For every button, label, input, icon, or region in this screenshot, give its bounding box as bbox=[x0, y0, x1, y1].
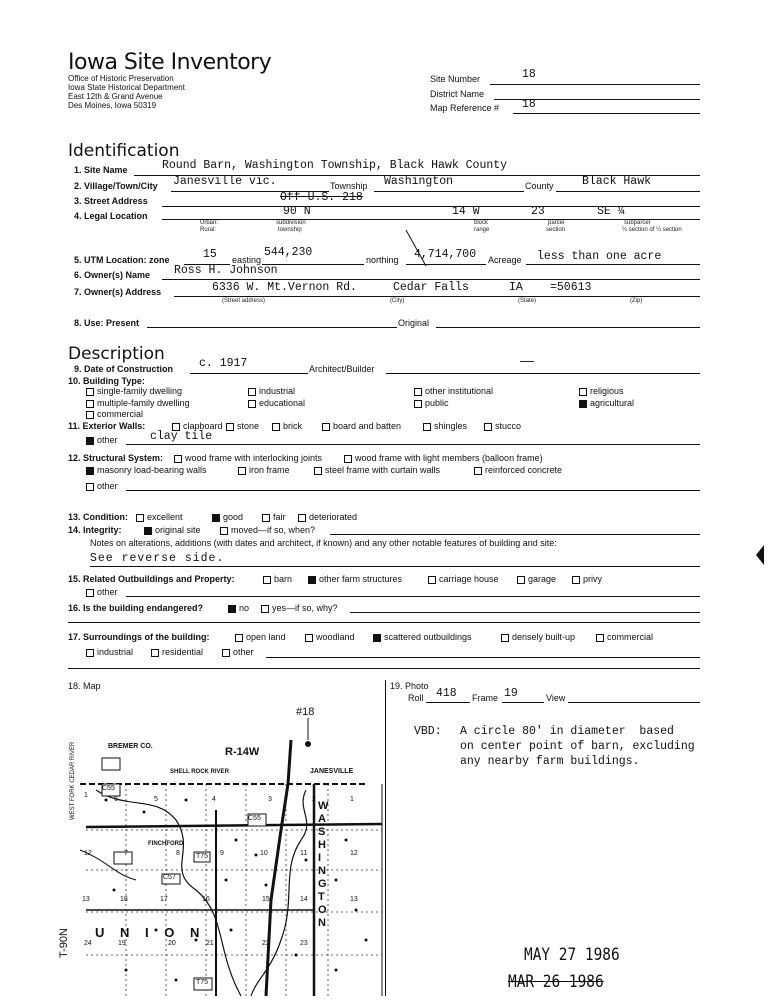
surrounding-option-label: commercial bbox=[607, 632, 654, 642]
map-shellrock-label: SHELL ROCK RIVER bbox=[170, 769, 229, 775]
checkbox-icon[interactable] bbox=[212, 514, 220, 522]
owner-address-label: 7. Owner(s) Address bbox=[74, 287, 162, 297]
site-name-label: 1. Site Name bbox=[74, 165, 128, 175]
checkbox-icon[interactable] bbox=[579, 400, 587, 408]
building-type-label: 10. Building Type: bbox=[68, 376, 145, 386]
sub-urban: Urban: bbox=[200, 220, 219, 226]
description-heading: Description bbox=[68, 344, 165, 364]
surrounding-option-7[interactable] bbox=[222, 647, 254, 657]
map-section-number: 16 bbox=[202, 896, 210, 903]
utm-zone-value: 15 bbox=[203, 248, 217, 261]
checkbox-icon[interactable] bbox=[263, 576, 271, 584]
checkbox-icon[interactable] bbox=[248, 388, 256, 396]
roll-label: Roll bbox=[408, 693, 424, 703]
map-route-t75: T75 bbox=[196, 979, 209, 986]
dept-line: Iowa State Historical Department bbox=[68, 83, 185, 92]
village-label: 2. Village/Town/City bbox=[74, 181, 158, 191]
vbd-line-3: any nearby farm buildings. bbox=[460, 755, 640, 768]
condition-option-label: deteriorated bbox=[309, 512, 358, 522]
use-original-label: Original bbox=[398, 318, 430, 328]
building-type-option-label: single-family dwelling bbox=[97, 386, 183, 396]
checkbox-icon[interactable] bbox=[86, 483, 94, 491]
northing-value: 4,714,700 bbox=[414, 248, 477, 261]
photo-label: 19. Photo bbox=[390, 681, 429, 691]
identification-heading: Identification bbox=[68, 141, 180, 161]
building-type-option-label: agricultural bbox=[590, 398, 635, 408]
site-name-value: Round Barn, Washington Township, Black Hawk County bbox=[162, 159, 508, 172]
legal-township-value: 90 N bbox=[283, 205, 311, 218]
exterior-wall-option-6[interactable] bbox=[86, 435, 118, 445]
checkbox-icon[interactable] bbox=[174, 455, 182, 463]
sub-subparcel: subparcel bbox=[624, 220, 651, 226]
map-section-number: 5 bbox=[154, 796, 158, 803]
structural-option-3[interactable] bbox=[238, 465, 290, 475]
condition-option-1[interactable] bbox=[212, 512, 243, 522]
site-number-value: 18 bbox=[522, 68, 536, 81]
outbuilding-option-label: privy bbox=[583, 574, 603, 584]
checkbox-icon[interactable] bbox=[136, 514, 144, 522]
map-westfork-label: WEST FORK CEDAR RIVER bbox=[70, 741, 76, 820]
checkbox-icon[interactable] bbox=[322, 423, 330, 431]
condition-option-label: good bbox=[223, 512, 244, 522]
map-bremer-label: BREMER CO. bbox=[108, 743, 153, 750]
county-value: Black Hawk bbox=[582, 175, 652, 188]
township-label: Township bbox=[330, 181, 368, 191]
office-line: Office of Historic Preservation bbox=[68, 74, 174, 83]
outbuilding-option-label: garage bbox=[528, 574, 557, 584]
structural-option-1[interactable] bbox=[344, 453, 543, 463]
endangered-no-option[interactable]: no bbox=[228, 603, 249, 613]
outbuildings-other-option[interactable]: other bbox=[86, 587, 118, 597]
frame-label: Frame bbox=[472, 693, 499, 703]
map-section-number: 8 bbox=[176, 850, 180, 857]
outbuilding-option-4[interactable] bbox=[572, 574, 602, 584]
checkbox-icon[interactable] bbox=[484, 423, 492, 431]
walls-other-value: clay tile bbox=[150, 430, 213, 443]
exterior-wall-option-label: stone bbox=[237, 421, 260, 431]
date-construction-value: c. 1917 bbox=[199, 357, 248, 370]
structural-option-label: wood frame with light members (balloon frame) bbox=[355, 453, 543, 463]
checkbox-icon[interactable] bbox=[344, 455, 352, 463]
village-value: Janesville vic. bbox=[173, 175, 277, 188]
addr-sub-street: (Street address) bbox=[222, 298, 266, 304]
surrounding-option-label: woodland bbox=[316, 632, 355, 642]
exterior-wall-option-5[interactable] bbox=[484, 421, 521, 431]
outbuilding-option-label: carriage house bbox=[439, 574, 499, 584]
checkbox-icon[interactable] bbox=[423, 423, 431, 431]
legal-subparcel-value: SE ¼ bbox=[597, 205, 625, 218]
surrounding-option-4[interactable] bbox=[596, 632, 653, 642]
surrounding-option-5[interactable] bbox=[86, 647, 133, 657]
structural-option-5[interactable] bbox=[474, 465, 562, 475]
addr-sub-zip: (Zip) bbox=[630, 298, 643, 304]
map-section-number: 13 bbox=[350, 896, 358, 903]
map-section-number: 12 bbox=[350, 850, 358, 857]
map-route-c55: C55 bbox=[102, 785, 115, 792]
map-route-c55-2: C55 bbox=[248, 815, 261, 822]
checkbox-icon[interactable] bbox=[308, 576, 316, 584]
building-type-option-label: commercial bbox=[97, 409, 144, 419]
map-section-number: 17 bbox=[160, 896, 168, 903]
map-section-number: 19 bbox=[118, 940, 126, 947]
map-section-number: 13 bbox=[82, 896, 90, 903]
surrounding-option-6[interactable] bbox=[151, 647, 203, 657]
surrounding-option-label: other bbox=[233, 647, 254, 657]
notes-label: Notes on alterations, additions (with dates and architect, if known) and any other notable features of building and site: bbox=[90, 538, 557, 548]
map-section-number: 18 bbox=[120, 896, 128, 903]
map-section-number: 1 bbox=[84, 792, 88, 799]
exterior-wall-option-label: clapboard bbox=[183, 421, 223, 431]
owner-state-value: IA bbox=[509, 281, 523, 294]
map-section-number: 2 bbox=[312, 796, 316, 803]
northing-correction-mark bbox=[404, 228, 440, 270]
integrity-moved-option[interactable]: moved—if so, when? bbox=[220, 525, 315, 535]
checkbox-icon[interactable] bbox=[222, 649, 230, 657]
exterior-wall-option-label: other bbox=[97, 435, 118, 445]
structural-option-label: masonry load-bearing walls bbox=[97, 465, 207, 475]
northing-label: northing bbox=[366, 255, 399, 265]
checkbox-icon[interactable] bbox=[428, 576, 436, 584]
exterior-wall-option-2[interactable] bbox=[272, 421, 302, 431]
checkbox-icon[interactable] bbox=[414, 388, 422, 396]
map-section-number: 1 bbox=[350, 796, 354, 803]
surrounding-option-label: residential bbox=[162, 647, 204, 657]
map-section-number: 12 bbox=[84, 850, 92, 857]
checkbox-icon[interactable] bbox=[272, 423, 280, 431]
vbd-label: VBD: bbox=[414, 725, 442, 738]
checkbox-icon[interactable] bbox=[517, 576, 525, 584]
view-label: View bbox=[546, 693, 566, 703]
building-type-option-2[interactable] bbox=[86, 409, 143, 419]
map-label: 18. Map bbox=[68, 681, 101, 691]
building-type-option-label: religious bbox=[590, 386, 624, 396]
sub-subdivision: subdivision bbox=[276, 220, 306, 226]
owner-name-label: 6. Owner(s) Name bbox=[74, 270, 151, 280]
map-marker-label: #18 bbox=[296, 706, 315, 718]
condition-option-label: excellent bbox=[147, 512, 183, 522]
exterior-wall-option-label: shingles bbox=[434, 421, 468, 431]
building-type-option-4[interactable] bbox=[248, 398, 305, 408]
outbuilding-option-0[interactable] bbox=[263, 574, 292, 584]
map-section-number: 4 bbox=[212, 796, 216, 803]
township-value: Washington bbox=[384, 175, 454, 188]
checkbox-icon[interactable] bbox=[305, 634, 313, 642]
checkbox-icon[interactable] bbox=[86, 400, 94, 408]
acreage-value: less than one acre bbox=[537, 250, 662, 263]
outbuilding-option-label: barn bbox=[274, 574, 293, 584]
building-type-option-7[interactable] bbox=[579, 386, 624, 396]
exterior-walls-label: 11. Exterior Walls: bbox=[68, 421, 146, 431]
sub-parcel: parcel bbox=[548, 220, 565, 226]
map-section-number: 7 bbox=[124, 850, 128, 857]
condition-option-2[interactable] bbox=[262, 512, 286, 522]
exterior-wall-option-label: board and batten bbox=[333, 421, 402, 431]
surrounding-option-label: scattered outbuildings bbox=[384, 632, 472, 642]
addr-sub-state: (State) bbox=[518, 298, 537, 304]
outbuilding-option-2[interactable] bbox=[428, 574, 499, 584]
map-section-number: 14 bbox=[300, 896, 308, 903]
integrity-original-option[interactable]: original site bbox=[144, 525, 201, 535]
map-range-label: R-14W bbox=[225, 746, 260, 758]
structural-option-label: iron frame bbox=[249, 465, 290, 475]
map-reference-value: 18 bbox=[522, 98, 536, 111]
map-union-label: U N I O N bbox=[95, 925, 206, 940]
county-label: County bbox=[525, 181, 554, 191]
legal-range-value: 14 W bbox=[452, 205, 480, 218]
endangered-yes-option[interactable]: yes—if so, why? bbox=[261, 603, 338, 613]
vbd-line-2: on center point of barn, excluding bbox=[460, 740, 695, 753]
owner-street-value: 6336 W. Mt.Vernon Rd. bbox=[212, 281, 357, 294]
exterior-wall-option-4[interactable] bbox=[423, 421, 467, 431]
condition-option-3[interactable] bbox=[298, 512, 357, 522]
exterior-wall-option-1[interactable] bbox=[226, 421, 259, 431]
checkbox-icon[interactable] bbox=[596, 634, 604, 642]
roll-value: 418 bbox=[436, 687, 457, 700]
surrounding-option-2[interactable] bbox=[373, 632, 472, 642]
structural-option-4[interactable] bbox=[314, 465, 440, 475]
surrounding-option-3[interactable] bbox=[501, 632, 575, 642]
condition-option-label: fair bbox=[273, 512, 286, 522]
legal-location-label: 4. Legal Location bbox=[74, 211, 148, 221]
architect-label: Architect/Builder bbox=[309, 364, 375, 374]
checkbox-icon[interactable] bbox=[238, 467, 246, 475]
building-type-option-6[interactable] bbox=[414, 398, 449, 408]
building-type-option-8[interactable] bbox=[579, 398, 634, 408]
map-washington-label: W A S H I N G T O N bbox=[318, 800, 329, 929]
exterior-wall-option-label: stucco bbox=[495, 421, 522, 431]
margin-arrow-mark bbox=[754, 543, 766, 567]
sub-rural: Rural: bbox=[200, 227, 217, 233]
condition-option-0[interactable] bbox=[136, 512, 183, 522]
frame-value: 19 bbox=[504, 687, 518, 700]
checkbox-icon[interactable] bbox=[86, 437, 94, 445]
map-section-number: 15 bbox=[262, 896, 270, 903]
architect-value: — bbox=[520, 352, 534, 368]
endangered-label: 16. Is the building endangered? bbox=[68, 603, 204, 613]
owner-zip-value: =50613 bbox=[550, 281, 592, 294]
structural-option-label: reinforced concrete bbox=[485, 465, 563, 475]
map-section-number: 23 bbox=[300, 940, 308, 947]
building-type-option-label: public bbox=[425, 398, 449, 408]
map-divider bbox=[385, 680, 386, 996]
sub-quarter-section: ¼ section of ¼ section bbox=[622, 227, 682, 233]
checkbox-icon[interactable] bbox=[226, 423, 234, 431]
street-line: East 12th & Grand Avenue bbox=[68, 92, 163, 101]
outbuildings-label: 15. Related Outbuildings and Property: bbox=[68, 574, 235, 584]
checkbox-icon[interactable] bbox=[86, 388, 94, 396]
city-line: Des Moines, Iowa 50319 bbox=[68, 101, 157, 110]
legal-section-value: 23 bbox=[531, 205, 545, 218]
map-reference-label: Map Reference # bbox=[430, 103, 500, 113]
map-section-number: 11 bbox=[300, 850, 308, 857]
map-route-c57: C57 bbox=[163, 874, 176, 881]
checkbox-icon[interactable] bbox=[373, 634, 381, 642]
condition-label: 13. Condition: bbox=[68, 512, 128, 522]
checkbox-icon[interactable] bbox=[579, 388, 587, 396]
structural-option-2[interactable] bbox=[86, 465, 207, 475]
integrity-label: 14. Integrity: bbox=[68, 525, 122, 535]
checkbox-icon[interactable] bbox=[572, 576, 580, 584]
street-address-value: Off U.S. 218 bbox=[280, 191, 363, 204]
utm-label: 5. UTM Location: zone bbox=[74, 255, 170, 265]
building-type-option-1[interactable] bbox=[86, 398, 190, 408]
surrounding-option-label: industrial bbox=[97, 647, 134, 657]
date-construction-label: 9. Date of Construction bbox=[74, 364, 174, 374]
received-stamp-1: MAY 27 1986 bbox=[524, 945, 620, 965]
street-address-label: 3. Street Address bbox=[74, 196, 148, 206]
building-type-option-5[interactable] bbox=[414, 386, 493, 396]
received-stamp-2: MAR 26 1986 bbox=[508, 972, 604, 992]
checkbox-icon[interactable] bbox=[86, 467, 94, 475]
checkbox-icon[interactable] bbox=[248, 400, 256, 408]
building-type-option-label: multiple-family dwelling bbox=[97, 398, 190, 408]
form-title: Iowa Site Inventory bbox=[68, 50, 272, 75]
exterior-wall-option-label: brick bbox=[283, 421, 303, 431]
vbd-line-1: A circle 80' in diameter based bbox=[460, 725, 674, 738]
easting-label: easting bbox=[232, 255, 262, 265]
structural-option-6[interactable] bbox=[86, 481, 118, 491]
map-section-number: 6 bbox=[114, 796, 118, 803]
map-section-number: 9 bbox=[220, 850, 224, 857]
surrounding-option-label: densely built-up bbox=[512, 632, 576, 642]
use-present-label: 8. Use: Present bbox=[74, 318, 140, 328]
outbuilding-option-1[interactable] bbox=[308, 574, 402, 584]
map-section-number: 3 bbox=[268, 796, 272, 803]
owner-city-value: Cedar Falls bbox=[393, 281, 469, 294]
sub-block: block bbox=[474, 220, 489, 226]
checkbox-icon[interactable] bbox=[86, 411, 94, 419]
exterior-wall-option-3[interactable] bbox=[322, 421, 401, 431]
surrounding-option-0[interactable] bbox=[235, 632, 286, 642]
surroundings-label: 17. Surroundings of the building: bbox=[68, 632, 210, 642]
map-janesville-label: JANESVILLE bbox=[310, 768, 354, 775]
checkbox-icon[interactable] bbox=[262, 514, 270, 522]
building-type-option-0[interactable] bbox=[86, 386, 182, 396]
outbuilding-option-label: other farm structures bbox=[319, 574, 403, 584]
map-route-t75-2: T75 bbox=[196, 853, 209, 860]
checkbox-icon[interactable] bbox=[314, 467, 322, 475]
map-section-number: 22 bbox=[262, 940, 270, 947]
structural-option-label: other bbox=[97, 481, 118, 491]
building-type-option-3[interactable] bbox=[248, 386, 295, 396]
sub-township: township bbox=[278, 227, 302, 233]
map-section-number: 21 bbox=[206, 940, 214, 947]
structural-system-label: 12. Structural System: bbox=[68, 453, 164, 463]
owner-name-value: Ross H. Johnson bbox=[174, 264, 278, 277]
structural-option-0[interactable] bbox=[174, 453, 322, 463]
map-section-number: 24 bbox=[84, 940, 92, 947]
sub-section: section bbox=[546, 227, 566, 233]
checkbox-icon[interactable] bbox=[86, 649, 94, 657]
outbuilding-option-3[interactable] bbox=[517, 574, 556, 584]
surrounding-option-1[interactable] bbox=[305, 632, 355, 642]
building-type-option-label: educational bbox=[259, 398, 306, 408]
checkbox-icon[interactable] bbox=[151, 649, 159, 657]
checkbox-icon[interactable] bbox=[414, 400, 422, 408]
acreage-label: Acreage bbox=[488, 255, 522, 265]
checkbox-icon[interactable] bbox=[235, 634, 243, 642]
map-finchford-label: FINCHFORD bbox=[148, 841, 184, 847]
checkbox-icon[interactable] bbox=[474, 467, 482, 475]
addr-sub-city: (City) bbox=[390, 298, 405, 304]
map-section-number: 20 bbox=[168, 940, 176, 947]
district-name-label: District Name bbox=[430, 89, 485, 99]
surrounding-option-label: open land bbox=[246, 632, 286, 642]
checkbox-icon[interactable] bbox=[501, 634, 509, 642]
map-section-number: 10 bbox=[260, 850, 268, 857]
notes-value: See reverse side. bbox=[90, 552, 225, 565]
map-side-code: T-90N bbox=[58, 928, 70, 958]
site-number-label: Site Number bbox=[430, 74, 481, 84]
building-type-option-label: industrial bbox=[259, 386, 296, 396]
checkbox-icon[interactable] bbox=[298, 514, 306, 522]
structural-option-label: wood frame with interlocking joints bbox=[185, 453, 323, 463]
structural-option-label: steel frame with curtain walls bbox=[325, 465, 441, 475]
sub-range: range bbox=[474, 227, 490, 233]
building-type-option-label: other institutional bbox=[425, 386, 494, 396]
easting-value: 544,230 bbox=[264, 246, 313, 259]
